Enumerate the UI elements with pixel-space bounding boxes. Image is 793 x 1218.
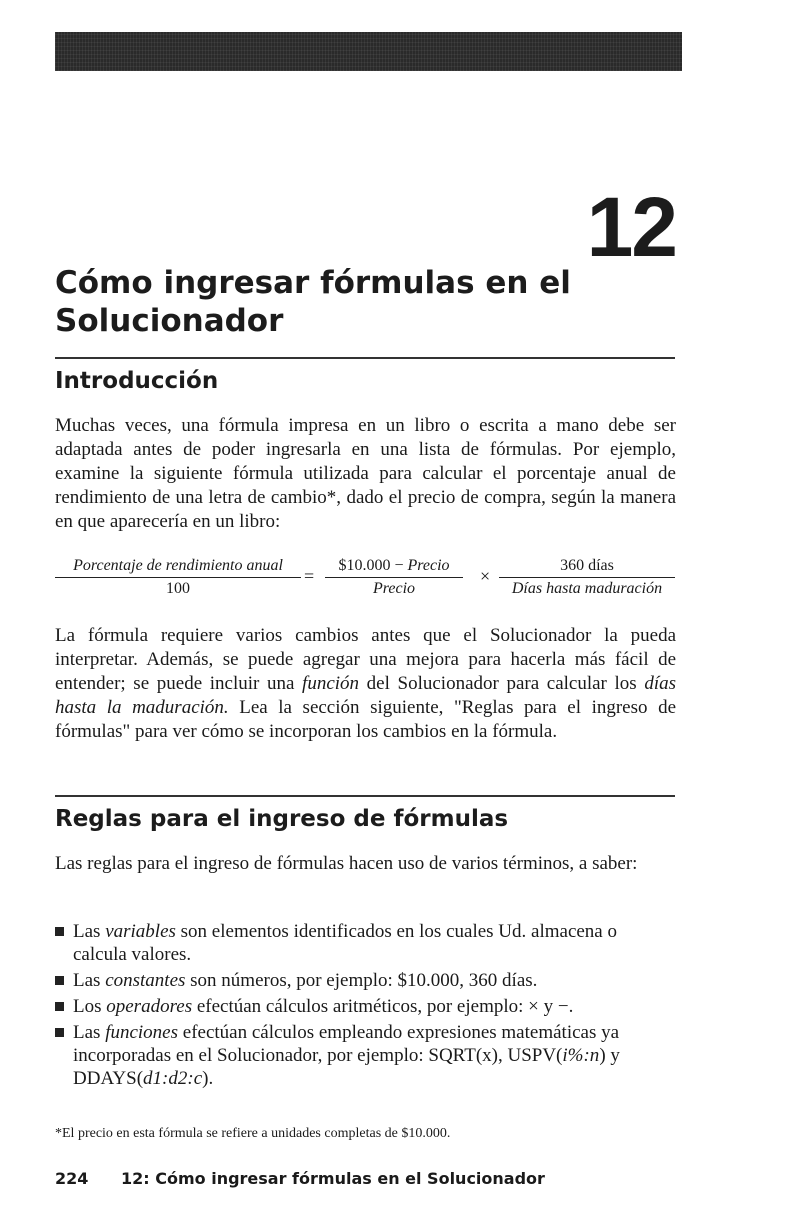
bullet-square-icon: [55, 976, 64, 985]
explanation-text-2: del Solucionador para calcular los: [359, 673, 645, 694]
chapter-title-line2: Solucionador: [55, 303, 284, 339]
list-item-text: Las: [73, 970, 106, 991]
formula-middle-numerator-amount: $10.000 −: [338, 557, 408, 574]
formula-middle-denominator: Precio: [372, 580, 416, 597]
bullet-square-icon: [55, 1028, 64, 1037]
list-item-text: ) y DDAYS(: [73, 1045, 620, 1089]
formula-lhs-numerator: Porcentaje de rendimiento anual: [55, 556, 301, 578]
chapter-number: 12: [586, 180, 676, 274]
chapter-title: [55, 264, 695, 340]
bullet-square-icon: [55, 1002, 64, 1011]
term-operadores: operadores: [106, 996, 193, 1017]
chapter-title-line1: Cómo ingresar fórmulas en el: [55, 265, 571, 301]
terms-list: [55, 920, 675, 1093]
formula-middle-numerator: [325, 556, 463, 578]
section-heading-introduccion: Introducción: [55, 368, 219, 394]
bullet-square-icon: [55, 927, 64, 936]
footnote: *El precio en esta fórmula se refiere a unidades completas de $10.000.: [55, 1126, 451, 1141]
yield-formula: [55, 556, 675, 606]
list-item-text: son números, por ejemplo: $10.000, 360 días.: [185, 970, 538, 991]
page-number: 224: [55, 1169, 89, 1188]
explanation-text-1: La fórmula requiere varios cambios antes que el Solucionador la pueda interpretar. Además, se puede agregar una mejora para hacerla más fácil de entender; se puede incluir una: [55, 625, 676, 694]
formula-middle-fraction: [325, 556, 463, 599]
list-item-operadores: [55, 995, 675, 1018]
term-constantes: constantes: [105, 970, 186, 991]
explanation-term-dias: días hasta la maduración.: [55, 673, 676, 718]
formula-rhs-numerator: 360 días: [499, 556, 675, 578]
list-item-constantes: [55, 969, 675, 992]
list-item-text: efectúan cálculos empleando expresiones matemáticas ya incorporadas en el Solucionador, por ejemplo: SQRT(x), USPV(: [73, 1022, 620, 1066]
explanation-paragraph: [55, 624, 676, 744]
formula-times-sign: ×: [480, 566, 491, 586]
function-arg-uspv: i%:n: [562, 1045, 600, 1066]
formula-rhs-denominator: Días hasta maduración: [511, 580, 663, 597]
intro-paragraph: Muchas veces, una fórmula impresa en un libro o escrita a mano debe ser adaptada antes de poder ingresarla en una lista de fórmulas. Por ejemplo, examine la siguiente fórmula utilizada para calcular el porcentaje anual de rendimiento de una letra de cambio*, dado el precio de compra, según la manera en que aparecería en un libro:: [55, 415, 676, 532]
list-item-funciones: [55, 1021, 675, 1090]
running-title: 12: Cómo ingresar fórmulas en el Solucionador: [121, 1169, 545, 1188]
function-arg-ddays: d1:d2:c: [143, 1068, 203, 1089]
formula-lhs-denominator: 100: [166, 580, 190, 597]
page-footer: [55, 1169, 545, 1188]
section-heading-reglas: Reglas para el ingreso de fórmulas: [55, 806, 509, 832]
formula-lhs-fraction: [55, 556, 301, 599]
section-divider: [55, 357, 675, 359]
list-item-text: Las: [73, 921, 106, 942]
list-item-variables: [55, 920, 675, 966]
explanation-text-3: Lea la sección siguiente, "Reglas para el ingreso de fórmulas" para ver cómo se incorporan los cambios en la fórmula.: [55, 697, 677, 742]
rules-intro-paragraph: Las reglas para el ingreso de fórmulas hacen uso de varios términos, a saber:: [55, 853, 638, 874]
formula-equals-sign: =: [304, 566, 315, 586]
list-item-text: ).: [202, 1068, 214, 1089]
formula-middle-numerator-price: Precio: [407, 557, 450, 574]
explanation-term-funcion: función: [302, 673, 360, 694]
list-item-text: son elementos identificados en los cuales Ud. almacena o calcula valores.: [73, 921, 617, 965]
chapter-header-bar: [55, 32, 682, 71]
term-funciones: funciones: [105, 1022, 179, 1043]
term-variables: variables: [105, 921, 176, 942]
list-item-text: efectúan cálculos aritméticos, por ejemplo: × y −.: [192, 996, 574, 1017]
list-item-text: Los: [73, 996, 107, 1017]
list-item-text: Las: [73, 1022, 106, 1043]
section-divider: [55, 795, 675, 797]
formula-rhs-fraction: [499, 556, 675, 599]
